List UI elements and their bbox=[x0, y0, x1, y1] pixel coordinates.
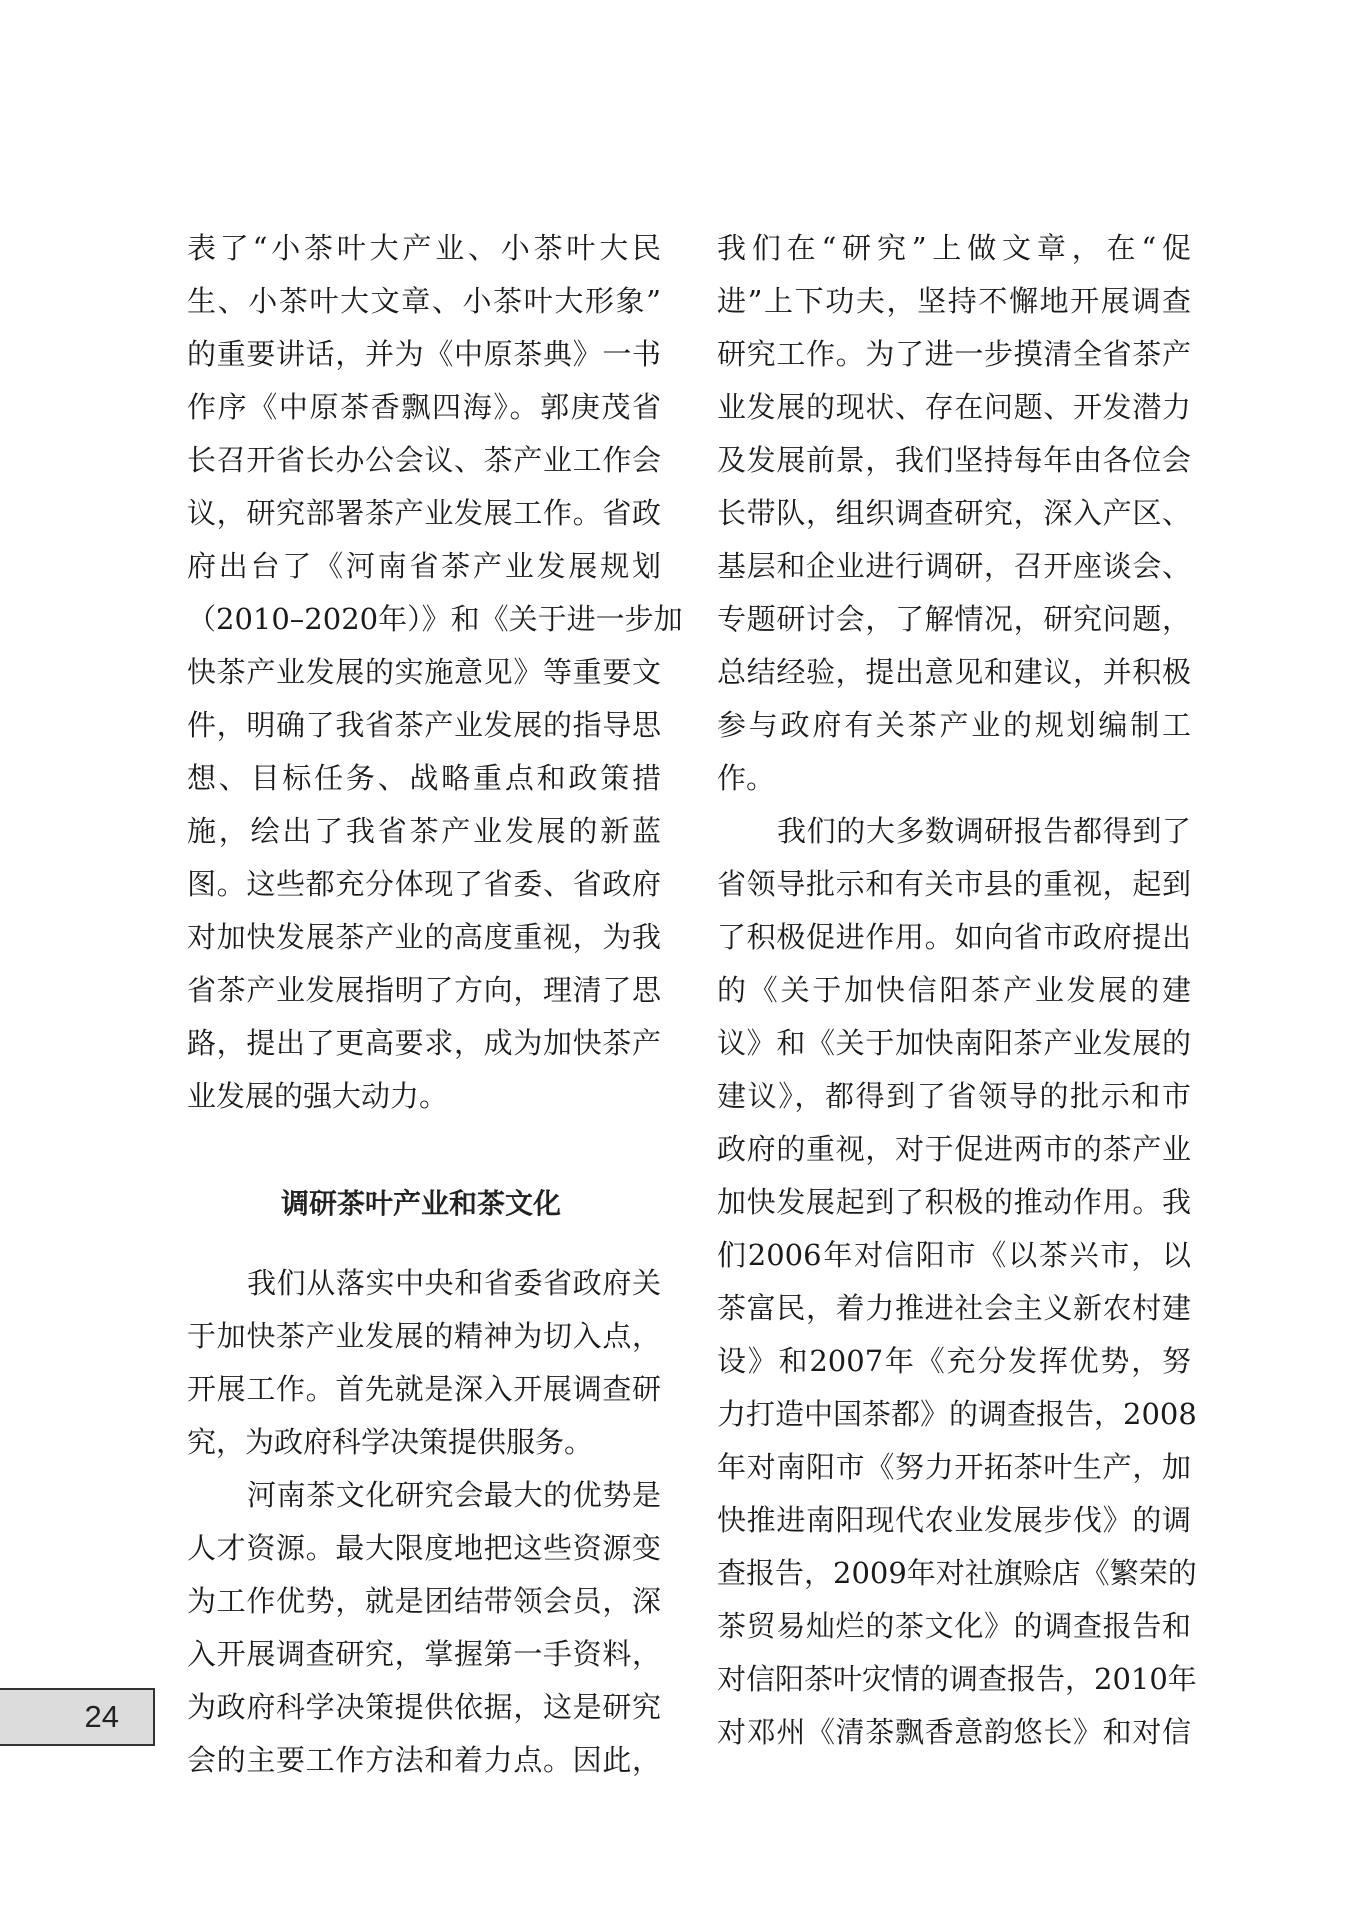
text-line: 政府的重视，对于促进两市的茶产业 bbox=[717, 1132, 1191, 1166]
text-line: 我们从落实中央和省委省政府关 bbox=[247, 1266, 661, 1300]
text-line: 省茶产业发展指明了方向，理清了思 bbox=[187, 973, 661, 1007]
text-line: 长召开省长办公会议、茶产业工作会 bbox=[187, 443, 661, 477]
text-line: 生、小茶叶大文章、小茶叶大形象” bbox=[187, 284, 661, 318]
text-line: 河南茶文化研究会最大的优势是 bbox=[247, 1478, 661, 1512]
text-line: 快推进南阳现代农业发展步伐》的调 bbox=[717, 1503, 1191, 1537]
text-line: 查报告，2009年对社旗赊店《繁荣的 bbox=[717, 1556, 1197, 1590]
text-line: 作。 bbox=[717, 761, 776, 795]
text-line: 茶贸易灿烂的茶文化》的调查报告和 bbox=[717, 1609, 1191, 1643]
text-line: 对信阳茶叶灾情的调查报告，2010年 bbox=[717, 1662, 1197, 1696]
text-line: 加快发展起到了积极的推动作用。我 bbox=[717, 1185, 1191, 1219]
text-line: 参与政府有关茶产业的规划编制工 bbox=[717, 708, 1191, 742]
paragraph bbox=[717, 222, 1191, 805]
text-line: 业发展的强大动力。 bbox=[187, 1079, 449, 1113]
text-line: 我们在“研究”上做文章，在“促 bbox=[717, 231, 1191, 265]
text-line: 们2006年对信阳市《以茶兴市，以 bbox=[717, 1238, 1191, 1272]
text-line: 表了“小茶叶大产业、小茶叶大民 bbox=[187, 231, 661, 265]
text-line: 为工作优势，就是团结带领会员，深 bbox=[187, 1584, 661, 1618]
text-line: 年对南阳市《努力开拓茶叶生产，加 bbox=[717, 1450, 1191, 1484]
paragraph bbox=[717, 805, 1197, 1759]
text-line: 研究工作。为了进一步摸清全省茶产 bbox=[717, 337, 1191, 371]
text-line: 入开展调查研究，掌握第一手资料， bbox=[187, 1637, 661, 1671]
text-line: 专题研讨会，了解情况，研究问题， bbox=[717, 602, 1191, 636]
text-line: 建议》，都得到了省领导的批示和市 bbox=[717, 1079, 1191, 1113]
text-line: 基层和企业进行调研，召开座谈会、 bbox=[717, 549, 1191, 583]
text-line: 快茶产业发展的实施意见》等重要文 bbox=[187, 655, 661, 689]
left-column bbox=[187, 222, 683, 1787]
text-line: 及发展前景，我们坚持每年由各位会 bbox=[717, 443, 1191, 477]
text-line: 长带队，组织调查研究，深入产区、 bbox=[717, 496, 1191, 530]
paragraph-intro-continued bbox=[187, 222, 683, 1123]
text-line: 图。这些都充分体现了省委、省政府 bbox=[187, 867, 661, 901]
text-line: 究，为政府科学决策提供服务。 bbox=[187, 1425, 594, 1459]
text-line: （2010–2020年）》和《关于进一步加 bbox=[187, 602, 683, 636]
text-line: 业发展的现状、存在问题、开发潜力 bbox=[717, 390, 1191, 424]
text-line: 茶富民，着力推进社会主义新农村建 bbox=[717, 1291, 1191, 1325]
page-number: 24 bbox=[84, 1699, 119, 1734]
text-line: 人才资源。最大限度地把这些资源变 bbox=[187, 1531, 661, 1565]
text-line: 施，绘出了我省茶产业发展的新蓝 bbox=[187, 814, 661, 848]
text-line: 的《关于加快信阳茶产业发展的建 bbox=[717, 973, 1191, 1007]
text-line: 对加快发展茶产业的高度重视，为我 bbox=[187, 920, 661, 954]
text-line: 路，提出了更高要求，成为加快茶产 bbox=[187, 1026, 661, 1060]
text-line: 的重要讲话，并为《中原茶典》一书 bbox=[187, 337, 661, 371]
text-line: 省领导批示和有关市县的重视，起到 bbox=[717, 867, 1191, 901]
text-line: 设》和2007年《充分发挥优势，努 bbox=[717, 1344, 1191, 1378]
text-line: 进”上下功夫，坚持不懈地开展调查 bbox=[717, 284, 1191, 318]
text-line: 会的主要工作方法和着力点。因此， bbox=[187, 1743, 661, 1777]
text-line: 想、目标任务、战略重点和政策措 bbox=[187, 761, 661, 795]
text-line: 议，研究部署茶产业发展工作。省政 bbox=[187, 496, 661, 530]
spacer bbox=[187, 1123, 661, 1151]
right-column bbox=[717, 222, 1197, 1759]
text-line: 总结经验，提出意见和建议，并积极 bbox=[717, 655, 1191, 689]
text-line: 开展工作。首先就是深入开展调查研 bbox=[187, 1372, 661, 1406]
text-line: 为政府科学决策提供依据，这是研究 bbox=[187, 1690, 661, 1724]
section-heading: 调研茶叶产业和茶文化 bbox=[281, 1187, 562, 1220]
text-line: 对邓州《清茶飘香意韵悠长》和对信 bbox=[717, 1715, 1191, 1749]
text-line: 力打造中国茶都》的调查报告，2008 bbox=[717, 1397, 1197, 1431]
text-line: 件，明确了我省茶产业发展的指导思 bbox=[187, 708, 661, 742]
text-line: 议》和《关于加快南阳茶产业发展的 bbox=[717, 1026, 1191, 1060]
text-line: 府出台了《河南省茶产业发展规划 bbox=[187, 549, 661, 583]
paragraph bbox=[187, 1257, 661, 1469]
text-line: 我们的大多数调研报告都得到了 bbox=[777, 814, 1191, 848]
paragraph bbox=[187, 1469, 661, 1787]
text-line: 了积极促进作用。如向省市政府提出 bbox=[717, 920, 1191, 954]
page-number-box bbox=[0, 1688, 155, 1746]
text-line: 作序《中原茶香飘四海》。郭庚茂省 bbox=[187, 390, 661, 424]
text-line: 于加快茶产业发展的精神为切入点， bbox=[187, 1319, 661, 1353]
